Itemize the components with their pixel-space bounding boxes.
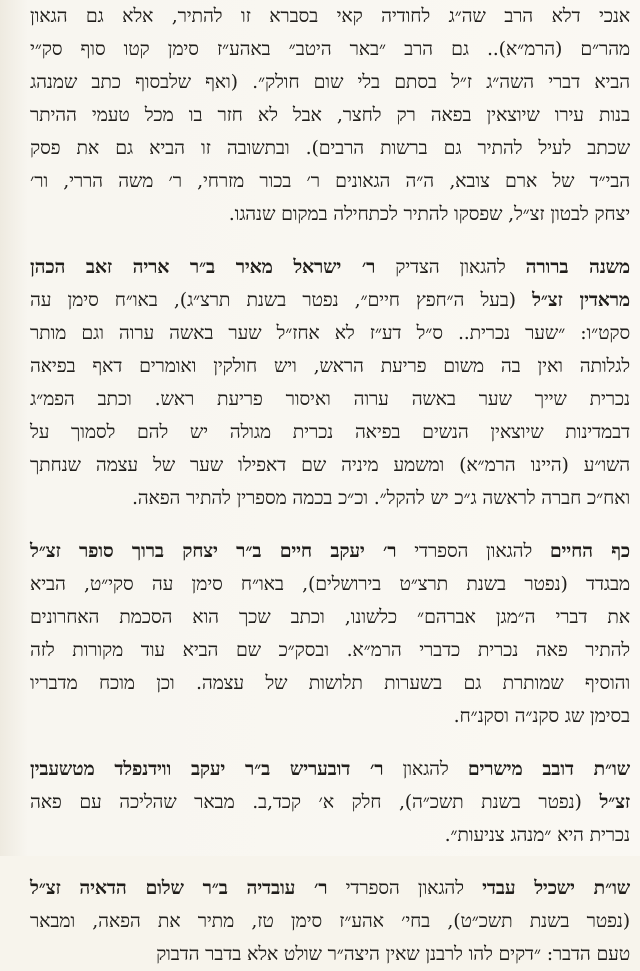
text-segment: נכרית שייך שער באשה ערוה ואיסור פריעת ראש. וכתב הפמ״ג [30, 388, 630, 410]
text-line [30, 132, 630, 165]
text-segment: השו״ע (היינו הרמ״א) ומשמע מיניה שם דאפילו שער של עצמה שנחתך [30, 454, 630, 476]
bold-segment: שו״ת דובב מישרים [467, 758, 630, 780]
text-segment: אנכי דלא הרב שה״ג לחודיה קאי בסברא זו להתיר, אלא גם הגאון [30, 5, 630, 27]
text-line [30, 535, 630, 568]
text-segment: בנות עירו שיוצאין בפאה רק לחצר, אבל לא חזר בו מכל טעמי ההיתר [30, 104, 630, 126]
bold-segment: ר׳ דובעריש ב״ר יעקב ווידנפלד מטשעבין [30, 758, 384, 780]
text-line [30, 198, 630, 231]
text-line [30, 634, 630, 667]
text-line [30, 938, 630, 971]
text-line [30, 482, 630, 515]
text-segment: טעם הדבר: ״דקים להו לרבנן שאין היצה״ר שולט אלא בדבר הדבוק [156, 943, 630, 965]
paragraph-gap [30, 231, 630, 251]
text-line [30, 350, 630, 383]
text-line [30, 667, 630, 700]
text-line [30, 284, 630, 317]
text-line [30, 905, 630, 938]
text-segment: בסימן שג סקנ״ה וסקנ״ח. [453, 705, 630, 727]
text-line [30, 872, 630, 905]
bold-segment: כף החיים [549, 540, 630, 562]
text-line [30, 66, 630, 99]
text-segment: (נפטר בשנת תשכ״ט), בחי׳ אהע״ז סימן טז, מתיר את הפאה, ומבאר [30, 910, 630, 932]
paragraph-gap [30, 515, 630, 535]
text-line [30, 416, 630, 449]
text-line [30, 0, 630, 33]
text-line [30, 251, 630, 284]
text-line [30, 383, 630, 416]
paragraph [30, 753, 630, 852]
text-line [30, 819, 630, 852]
bold-segment: ר׳ עובדיה ב״ר שלום הדאיה זצ״ל [30, 877, 328, 899]
text-segment: מבגדד (נפטר בשנת תרצ״ט בירושלים), באו״ח סימן עה סקי״ט, הביא [30, 573, 630, 595]
text-segment: נכרית היא ״מנהג צניעות״. [444, 824, 630, 846]
bold-segment: שו״ת ישכיל עבדי [482, 877, 630, 899]
text-segment: שכתב לעיל להתיר גם ברשות הרבים). ובתשובה זו הביא גם את פסק [30, 137, 630, 159]
text-segment: מהר״ם (הרמ״א).. גם הרב ״באר היטב״ באהע״ז סימן קטו סוף סק״י [30, 38, 630, 60]
text-line [30, 786, 630, 819]
text-line [30, 753, 630, 786]
paragraph [30, 535, 630, 733]
text-segment: סקט״ו: ״שער נכרית.. ס״ל דע״ז לא אחז״ל שער באשה ערוה וגם מותר [30, 322, 630, 344]
text-line [30, 700, 630, 733]
bold-segment: משנה ברורה [525, 256, 630, 278]
text-line [30, 601, 630, 634]
text-segment: יצחק לבטון זצ״ל, שפסקו להתיר לכתחילה במקום שנהגו. [228, 203, 630, 225]
text-line [30, 99, 630, 132]
text-segment: הביא דברי השה״ג ז״ל בסתם בלי שום חולק״. (ואף שלבסוף כתב שמנהג [30, 71, 630, 93]
text-segment: הבי״ד של ארם צובא, ה״ה הגאונים ר׳ בכור מזרחי, ר׳ משה הררי, ור׳ [30, 170, 630, 192]
bold-segment: מראדין זצ״ל [532, 289, 630, 311]
text-line [30, 449, 630, 482]
text-segment: להגאון הספרדי [327, 877, 483, 899]
paragraph-gap [30, 852, 630, 872]
text-segment: להגאון [383, 758, 468, 780]
text-segment: להתיר פאה נכרית כדברי הרמ״א. ובסק״כ שם הביא עוד מקורות לזה [30, 639, 630, 661]
text-segment: דבמדינות שיוצאין הנשים בפיאה נכרית מגולה יש להם לסמוך על [30, 421, 630, 443]
paragraph [30, 872, 630, 971]
text-line [30, 165, 630, 198]
text-line [30, 568, 630, 601]
text-segment: ואח״כ חברה לראשה ג״כ יש להקל״. וכ״כ בכמה מספרין להתיר הפאה. [131, 487, 630, 509]
paragraph [30, 251, 630, 515]
bold-segment: ר׳ ישראל מאיר ב״ר אריה זאב הכהן [30, 256, 376, 278]
text-line [30, 317, 630, 350]
text-segment: (נפטר בשנת תשכ״ה), חלק א׳ קכד,ב. מבאר שהליכה עם פאה [30, 791, 600, 813]
text-segment: לגלותה ואין בה משום פריעת הראש, ויש חולקין ואומרים דאף בפיאה [30, 355, 630, 377]
page-text [30, 0, 630, 971]
text-segment: להגאון הצדיק [375, 256, 526, 278]
text-segment: (בעל ה״חפץ חיים״, נפטר בשנת תרצ״ג), באו״ח סימן עה [30, 289, 533, 311]
bold-segment: זצ״ל [599, 791, 630, 813]
text-segment: להגאון הספרדי [396, 540, 550, 562]
bold-segment: ר׳ יעקב חיים ב״ר יצחק ברוך סופר זצ״ל [30, 540, 397, 562]
paragraph [30, 0, 630, 231]
text-line [30, 33, 630, 66]
text-segment: את דברי ה״מגן אברהם״ כלשונו, וכתב שכך הוא הסכמת האחרונים [30, 606, 630, 628]
text-segment: והוסיף שמותרת גם בשערות תלושות של עצמה. וכן מוכח מדבריו [30, 672, 630, 694]
paragraph-gap [30, 733, 630, 753]
